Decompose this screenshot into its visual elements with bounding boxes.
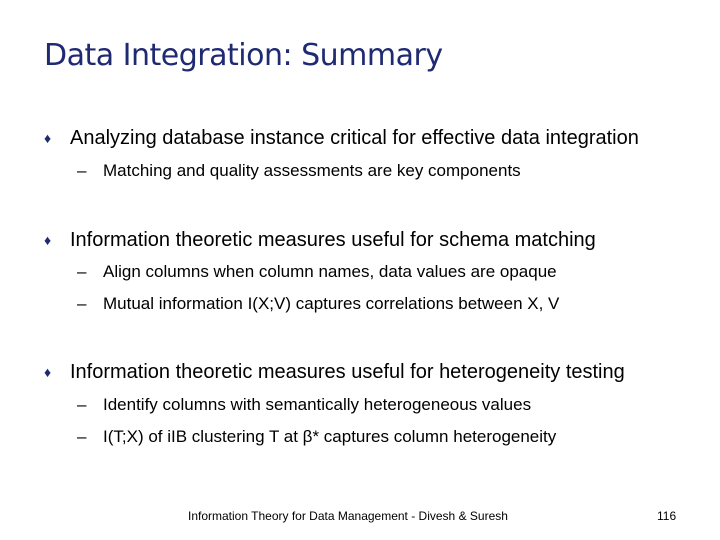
sub-bullet-item bbox=[77, 158, 521, 184]
sub-bullet-item bbox=[77, 424, 556, 450]
dash-bullet-icon: – bbox=[77, 262, 87, 281]
sub-bullet-item bbox=[77, 291, 559, 317]
sub-bullet-text: Mutual information I(X;V) captures correlations between X, V bbox=[103, 294, 560, 313]
bullet-item bbox=[44, 124, 639, 152]
bullet-text: Information theoretic measures useful for schema matching bbox=[70, 229, 596, 251]
slide-title: Data Integration: Summary bbox=[44, 38, 443, 73]
dash-bullet-icon: – bbox=[77, 395, 87, 414]
sub-bullet-item bbox=[77, 392, 531, 418]
diamond-bullet-icon: ♦ bbox=[44, 130, 52, 146]
dash-bullet-icon: – bbox=[77, 294, 87, 313]
diamond-bullet-icon: ♦ bbox=[44, 232, 52, 248]
bullet-text: Analyzing database instance critical for effective data integration bbox=[70, 127, 639, 149]
bullet-item bbox=[44, 358, 625, 386]
bullet-item bbox=[44, 226, 596, 254]
dash-bullet-icon: – bbox=[77, 427, 87, 446]
dash-bullet-icon: – bbox=[77, 161, 87, 180]
sub-bullet-text: I(T;X) of iIB clustering T at β* captures column heterogeneity bbox=[103, 427, 557, 446]
sub-bullet-text: Identify columns with semantically heterogeneous values bbox=[103, 395, 532, 414]
sub-bullet-text: Matching and quality assessments are key components bbox=[103, 161, 521, 180]
diamond-bullet-icon: ♦ bbox=[44, 364, 52, 380]
bullet-text: Information theoretic measures useful for heterogeneity testing bbox=[70, 361, 625, 383]
page-number: 116 bbox=[657, 509, 677, 523]
sub-bullet-text: Align columns when column names, data values are opaque bbox=[103, 262, 557, 281]
sub-bullet-item bbox=[77, 259, 557, 285]
slide-footer: Information Theory for Data Management - Divesh & Suresh bbox=[188, 509, 508, 523]
